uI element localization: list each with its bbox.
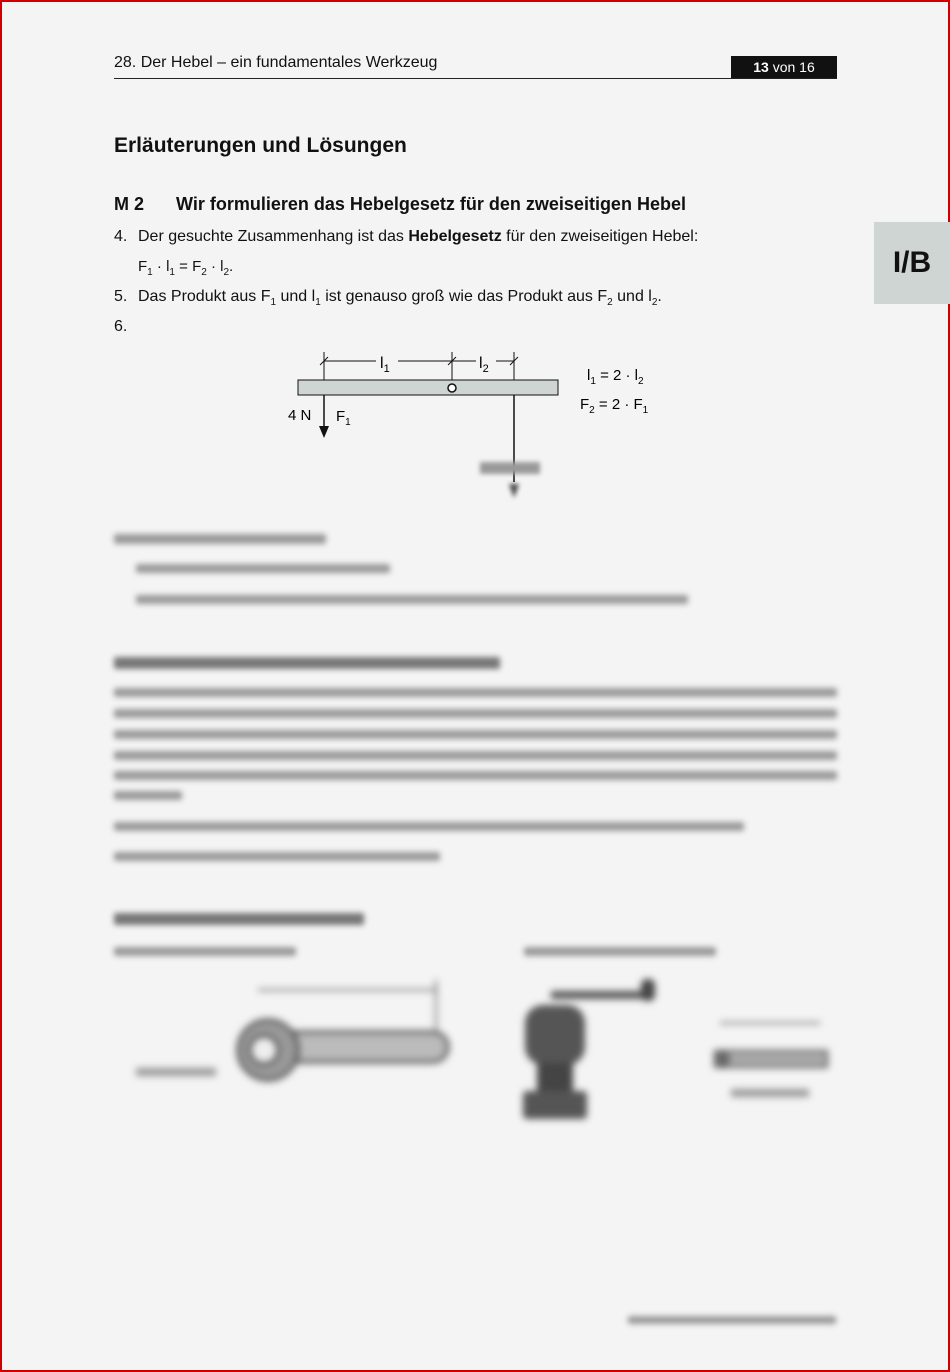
item-5-number: 5. [114,288,128,305]
item-4-text-b: für den zweiseitigen Hebel: [501,228,699,245]
blurred-heading [114,913,364,925]
blurred-line [114,771,837,780]
m2-title: Wir formulieren das Hebelgesetz für den zweiseitigen Hebel [176,194,686,214]
m2-heading [114,194,686,215]
force-value: 4 N [288,407,312,424]
blurred-grinder-figure [515,975,845,1125]
blurred-line [524,947,716,956]
blurred-line [114,730,837,739]
page-badge [731,56,837,78]
header-rule [114,78,837,79]
header-title: 28. Der Hebel – ein fundamentales Werkzeug [114,54,438,71]
blurred-line [114,852,440,861]
item-4 [114,228,698,246]
lever-bar [298,380,558,395]
item-4-text-a: Der gesuchte Zusammenhang ist das [138,228,409,245]
item-4-bold: Hebelgesetz [408,228,502,245]
page-total: von 16 [772,59,815,75]
m2-code: M 2 [114,194,145,214]
blurred-line [114,822,744,831]
force-label-f1: $F_1$ [336,408,351,428]
blurred-wrench-figure [130,970,460,1100]
blurred-line [136,564,390,573]
l1-label: $l_1$ [380,355,390,375]
blurred-heading [114,657,500,669]
lever-formula: $F_1 \cdot l_1 = F_2 \cdot l_2$. [138,258,234,278]
page-current: 13 [753,59,769,75]
blurred-line [114,534,326,544]
item-4-number: 4. [114,228,128,245]
blurred-line [114,688,837,697]
blurred-footer [628,1316,836,1324]
item-6-number: 6. [114,318,128,335]
ratio-eq-l: $l_1 = 2 \cdot l_2$ [587,367,644,387]
section-title: Erläuterungen und Lösungen [114,134,407,157]
ratio-eq-f: $F_2 = 2 \cdot F_1$ [580,396,649,416]
blurred-line [114,791,182,800]
item-5: 5. Das Produkt aus $F_1$ und $l_1$ ist genauso groß wie das Produkt aus $F_2$ und $l_2$. [114,288,662,309]
l2-label: $l_2$ [479,355,489,375]
blurred-line [114,751,837,760]
side-tab: I/B [874,222,950,304]
blurred-line [136,595,688,604]
blurred-line [114,947,296,956]
lever-diagram [270,345,690,515]
blurred-line [114,709,837,718]
pivot-point [448,384,456,392]
